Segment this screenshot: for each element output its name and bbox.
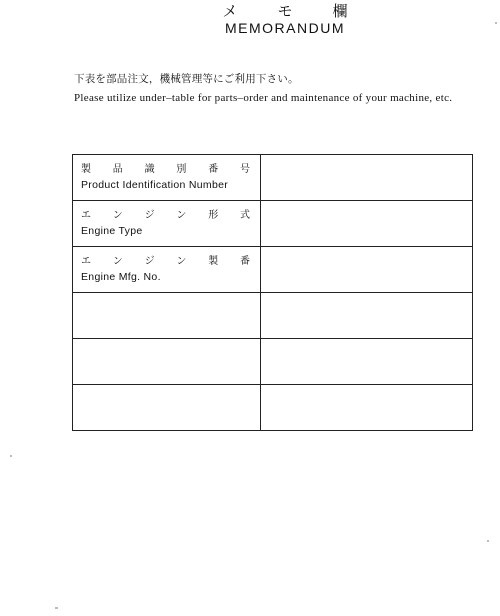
table-row [73,339,473,385]
intro-line-english: Please utilize under–table for parts–order and maintenance of your machine, etc. [74,92,453,104]
label-char: ジ [144,210,155,221]
label-cell-blank[interactable] [73,339,261,385]
label-char: エ [81,256,91,267]
label-english: Product Identification Number [81,179,229,191]
label-cell-engine-mfg-no [73,247,261,293]
value-cell-blank[interactable] [261,339,473,385]
label-english: Engine Mfg. No. [81,271,161,283]
table-row [73,201,473,247]
label-english: Engine Type [81,225,143,237]
title-char: モ [277,2,293,20]
table-row [73,293,473,339]
label-char: 式 [239,210,250,221]
label-japanese [81,163,254,177]
label-char: ン [176,210,187,221]
title-char: 欄 [332,2,348,20]
value-cell-blank[interactable] [261,385,473,431]
scan-speck [495,22,497,24]
value-cell-engine-mfg-no[interactable] [261,247,473,293]
label-cell-product-id [73,155,261,201]
label-char: エ [81,210,91,221]
intro-text [74,70,474,108]
scan-speck [55,607,58,609]
label-char: 別 [176,164,187,175]
label-char: 号 [239,164,250,175]
table-row [73,155,473,201]
page-title: MEMORANDUM [225,20,345,36]
label-char: 番 [239,256,250,267]
label-char: 番 [208,164,219,175]
label-char: 品 [112,164,123,175]
label-cell-blank[interactable] [73,385,261,431]
scan-speck [487,540,489,542]
label-cell-blank[interactable] [73,293,261,339]
label-char: ン [112,256,123,267]
table-row [73,247,473,293]
table-row [73,385,473,431]
memo-table [72,154,473,431]
title-char: メ [222,2,238,20]
scan-speck [10,455,12,457]
label-char: ン [112,210,123,221]
label-japanese [81,255,254,269]
value-cell-blank[interactable] [261,293,473,339]
label-char: ジ [144,256,155,267]
page-title-japanese [0,0,500,21]
label-japanese [81,209,254,223]
label-cell-engine-type [73,201,261,247]
value-cell-product-id[interactable] [261,155,473,201]
label-char: 製 [208,256,219,267]
label-char: 形 [208,210,219,221]
intro-line-japanese: 下表を部品注文，機械管理等にご利用下さい。 [74,73,299,85]
label-char: 製 [81,164,91,175]
value-cell-engine-type[interactable] [261,201,473,247]
label-char: ン [176,256,187,267]
label-char: 識 [144,164,155,175]
